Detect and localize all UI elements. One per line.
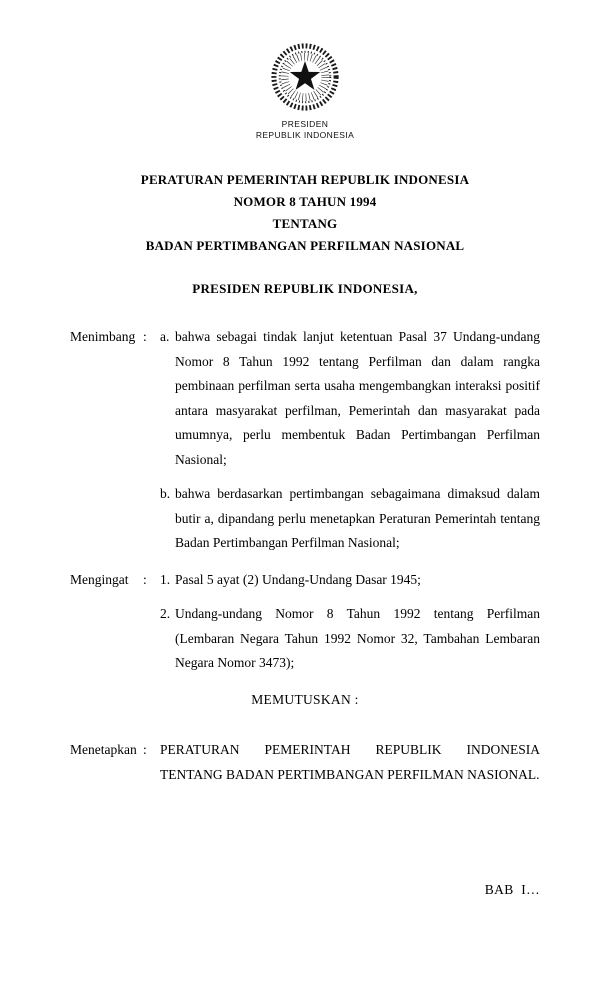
continuation-marker: BAB I…: [484, 882, 540, 897]
legal-basis-item-2: [160, 602, 540, 676]
item-marker: b.: [160, 486, 171, 501]
item-marker: a.: [160, 329, 170, 344]
title-regulation: PERATURAN PEMERINTAH REPUBLIK INDONESIA: [140, 172, 470, 187]
menimbang-colon: :: [143, 329, 147, 344]
document-title: [70, 169, 540, 257]
letterhead-line2: REPUBLIK INDONESIA: [255, 130, 355, 140]
item-text: bahwa berdasarkan pertimbangan sebagaimana dimaksud dalam butir a, dipandang perlu menetapkan Peraturan Pemerintah tentang Badan Pertimbangan Perfilman Nasional;: [175, 486, 540, 550]
letterhead: [70, 38, 540, 141]
item-text: bahwa sebagai tindak lanjut ketentuan Pasal 37 Undang-undang Nomor 8 Tahun 1992 tentang Perfilman dan dalam rangka pembinaan perfilman serta usaha mengembangkan interaksi positif antara masyarakat perfilman, Pemerintah dan masyarakat pada umumnya, perlu membentuk Badan Pertimbangan Perfilman Nasional;: [175, 329, 540, 467]
section-mengingat: [70, 568, 540, 676]
item-text: Pasal 5 ayat (2) Undang-Undang Dasar 1945;: [175, 571, 421, 587]
mengingat-colon: :: [143, 571, 147, 587]
item-marker: 1.: [160, 571, 171, 587]
state-emblem-icon: [263, 38, 347, 116]
item-text: Undang-undang Nomor 8 Tahun 1992 tentang Perfilman (Lembaran Negara Tahun 1992 Nomor 32, Tambahan Lembaran Negara Nomor 3473);: [175, 606, 540, 670]
legal-basis-item-1: [160, 568, 540, 593]
letterhead-caption: [70, 119, 540, 141]
mengingat-items: [160, 568, 540, 676]
memutuskan-heading: MEMUTUSKAN :: [251, 691, 359, 707]
menetapkan-text: PERATURAN PEMERINTAH REPUBLIK INDONESIA TENTANG BADAN PERTIMBANGAN PERFILMAN NASIONAL.: [160, 742, 540, 782]
section-menimbang: [70, 325, 540, 556]
letterhead-line1: PRESIDEN: [281, 119, 329, 129]
menimbang-items: [160, 325, 540, 556]
mengingat-label: Mengingat: [70, 571, 129, 587]
preamble: PRESIDEN REPUBLIK INDONESIA,: [192, 281, 418, 296]
title-about: TENTANG: [272, 216, 338, 231]
menimbang-label: Menimbang: [70, 329, 136, 344]
title-subject: BADAN PERTIMBANGAN PERFILMAN NASIONAL: [145, 238, 465, 253]
menetapkan-label: Menetapkan: [70, 742, 137, 757]
consideration-item-b: [160, 482, 540, 556]
section-menetapkan: [70, 738, 540, 787]
menetapkan-colon: :: [143, 742, 147, 757]
title-number: NOMOR 8 TAHUN 1994: [233, 194, 377, 209]
consideration-item-a: [160, 325, 540, 472]
item-marker: 2.: [160, 606, 171, 621]
